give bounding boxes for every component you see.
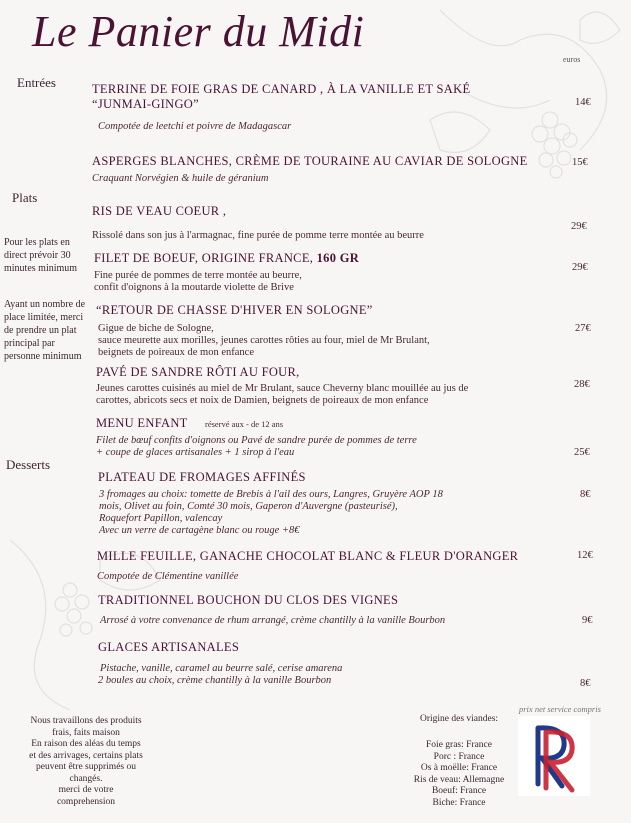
- dish-description: 2 boules au choix, crème chantilly à la vanille Bourbon: [98, 675, 332, 686]
- dish-description: Compotée de leetchi et poivre de Madagascar: [98, 121, 292, 132]
- dish-price: 29€: [571, 221, 587, 232]
- dish-description: Arrosé à votre convenance de rhum arrangé, crème chantilly à la vanille Bourbon: [100, 615, 446, 626]
- dish-price: 12€: [577, 550, 593, 561]
- freshness-notice: Nous travaillons des produits frais, faits maison En raison des aléas du temps et des arrivages, certains plats peuvent être supprimés ou changés. merci de votre comprehension: [29, 716, 143, 807]
- dish-age-note: réservé aux - de 12 ans: [205, 419, 284, 429]
- dish-name: TERRINE DE FOIE GRAS DE CANARD , À LA VANILLE ET SAKÉ: [92, 82, 471, 96]
- dish-name: “JUNMAI-GINGO”: [92, 97, 199, 111]
- dish-name: TRADITIONNEL BOUCHON DU CLOS DES VIGNES: [98, 593, 399, 607]
- dish-name: PLATEAU DE FROMAGES AFFINÉS: [98, 470, 306, 484]
- dish-description: + coupe de glaces artisanales + 1 sirop à l'eau: [96, 447, 295, 458]
- dish-price: 28€: [574, 379, 590, 390]
- dish-description: Craquant Norvégien & huile de géranium: [92, 173, 269, 184]
- dish-description: confit d'oignons à la moutarde violette de Brive: [94, 282, 294, 293]
- dish-name: PAVÉ DE SANDRE RÔTI AU FOUR,: [96, 365, 300, 379]
- dish-name: RIS DE VEAU COEUR ,: [92, 204, 227, 218]
- meat-origin-list: Foie gras: France Porc : France Os à moëlle: France Ris de veau: Allemagne Boeuf: France Biche: France: [413, 740, 505, 808]
- dish-name: MENU ENFANT: [96, 416, 188, 430]
- rr-logo: [518, 716, 590, 796]
- dish-description: Roquefort Papillon, valencay: [99, 513, 223, 524]
- dish-name: GLACES ARTISANALES: [98, 640, 240, 654]
- grape-vine-illustration-top: [400, 0, 631, 230]
- dish-price: 8€: [580, 678, 591, 689]
- dish-name: “RETOUR DE CHASSE D'HIVER EN SOLOGNE”: [96, 303, 373, 317]
- dish-description: carottes, abricots secs et noix de Damien, beignets de poireaux de mon enfance: [96, 395, 429, 406]
- dish-description: Fine purée de pommes de terre montée au beurre,: [94, 270, 302, 281]
- dish-description: Rissolé dans son jus à l'armagnac, fine purée de pomme terre montée au beurre: [92, 230, 424, 241]
- dish-description: Pistache, vanille, caramel au beurre salé, cerise amarena: [100, 663, 343, 674]
- dish-name: ASPERGES BLANCHES, CRÈME DE TOURAINE AU CAVIAR DE SOLOGNE: [92, 154, 528, 168]
- section-plats: Plats: [12, 190, 38, 205]
- section-entrees: Entrées: [17, 75, 56, 90]
- dish-price: 9€: [582, 615, 593, 626]
- dish-description: 3 fromages au choix: tomette de Brebis à l'ail des ours, Langres, Gruyère AOP 18: [99, 489, 443, 500]
- dish-price: 15€: [572, 157, 588, 168]
- dish-price: 8€: [580, 489, 591, 500]
- dish-price: 25€: [574, 447, 590, 458]
- side-note-timing: Pour les plats en direct prévoir 30 minutes minimum: [4, 237, 78, 274]
- section-desserts: Desserts: [6, 457, 51, 472]
- dish-description: mois, Olivet au foin, Comté 30 mois, Gaperon d'Auvergne (pasteurisé),: [99, 501, 398, 512]
- dish-name: MILLE FEUILLE, GANACHE CHOCOLAT BLANC & FLEUR D'ORANGER: [97, 549, 519, 563]
- dish-description: Avec un verre de cartagène blanc ou rouge +8€: [99, 525, 300, 536]
- restaurant-title: Le Panier du Midi: [32, 7, 365, 56]
- dish-description: beignets de poireaux de mon enfance: [98, 347, 254, 358]
- dish-description: Jeunes carottes cuisinés au miel de Mr Brulant, sauce Cheverny blanc mouillée au jus de: [96, 383, 469, 394]
- meat-origin-title: Origine des viandes:: [419, 714, 499, 724]
- dish-price: 14€: [575, 97, 591, 108]
- price-note: prix net service compris: [519, 704, 601, 714]
- dish-description: Gigue de biche de Sologne,: [98, 323, 214, 334]
- dish-description: Filet de bœuf confits d'oignons ou Pavé de sandre purée de pommes de terre: [96, 435, 417, 446]
- currency-note: euros: [563, 55, 581, 64]
- dish-name: FILET DE BOEUF, ORIGINE FRANCE, 160 GR: [94, 251, 360, 265]
- dish-price: 27€: [575, 323, 591, 334]
- dish-price: 29€: [572, 262, 588, 273]
- dish-weight: 160 GR: [316, 251, 360, 265]
- side-note-seating: Ayant un nombre de place limitée, merci de prendre un plat principal par personne minimum: [4, 299, 86, 362]
- dish-description: sauce meurette aux morilles, jeunes carottes rôties au four, miel de Mr Brulant,: [98, 335, 430, 346]
- dish-description: Compotée de Clémentine vanillée: [97, 571, 239, 582]
